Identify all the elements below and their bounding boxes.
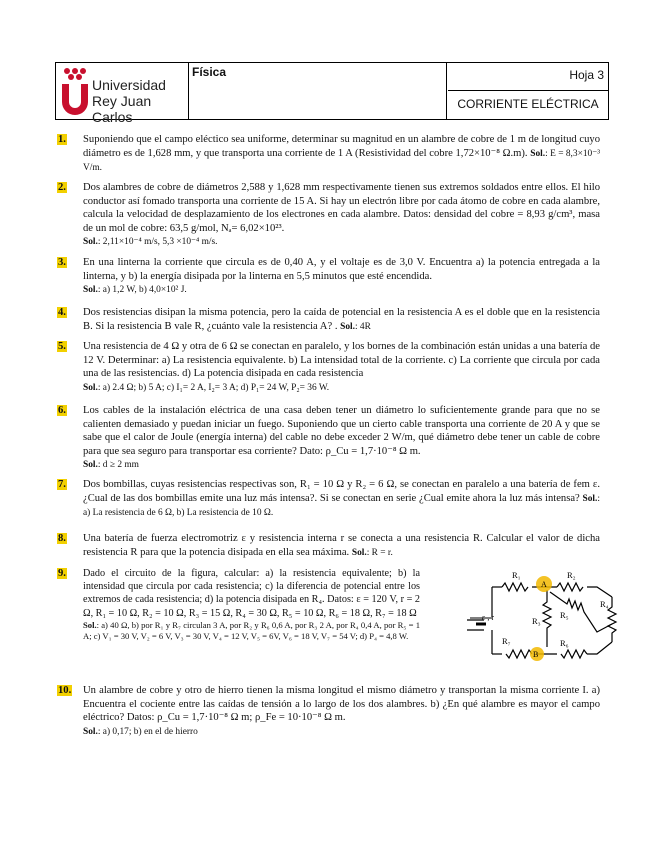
problem-8 xyxy=(60,532,600,562)
subject-title: Física xyxy=(189,63,447,119)
problem-text: Una batería de fuerza electromotriz ε y resistencia interna r se conecta a una resistencia R. Calcular el valor de dicha resistencia R para que la potencia disipada en ella sea máxima. xyxy=(83,533,600,558)
sheet-number: Hoja 3 xyxy=(448,63,608,91)
problem-number: 9. xyxy=(58,568,66,579)
label-r2: R₂ xyxy=(567,570,576,580)
solution-text: : d ≥ 2 mm xyxy=(97,460,139,470)
problem-10 xyxy=(60,684,600,744)
solution-label: Sol. xyxy=(83,382,98,393)
solution-label: Sol. xyxy=(582,493,598,504)
resistor-r3 xyxy=(543,590,551,647)
problem-number: 4. xyxy=(58,307,66,318)
problem-number: 3. xyxy=(58,257,66,268)
solution-text: : E = 8,3×10⁻³ V/m. xyxy=(83,148,601,173)
topic-title: CORRIENTE ELÉCTRICA xyxy=(457,97,599,111)
solution-text: : a) 2.4 Ω; b) 5 A; c) I₁= 2 A, I₂= 3 A; d) P₁= 24 W, P₂= 36 W. xyxy=(97,382,330,393)
problem-2 xyxy=(60,181,600,251)
problem-number: 5. xyxy=(58,341,66,352)
label-r6: R₆ xyxy=(560,638,569,648)
problem-number: 1. xyxy=(58,134,66,145)
label-node-a: A xyxy=(541,580,547,589)
circuit-diagram xyxy=(462,562,627,667)
document-header xyxy=(55,62,609,125)
resistor-r6 xyxy=(561,650,587,658)
problem-4 xyxy=(60,306,600,336)
problem-number: 10. xyxy=(58,685,72,696)
label-r5: R₅ xyxy=(560,610,569,620)
solution-label: Sol. xyxy=(83,726,98,737)
university-logo xyxy=(56,63,189,125)
solution-label: Sol. xyxy=(340,321,355,332)
problem-number: 7. xyxy=(58,479,66,490)
problem-1 xyxy=(60,133,600,177)
solution-label: Sol. xyxy=(83,237,98,247)
problem-text: Suponiendo que el campo eléctico sea uniforme, determinar su magnitud en un alambre de cobre de 1 m de longitud cuyo diámetro es de 1,628 mm, y que transporta una corriente de 1 A (Resistividad del cobre 1,72×10⁻⁸ Ω.m). xyxy=(83,134,600,159)
problem-text: En una linterna la corriente que circula es de 0,40 A, y el voltaje es de 3,0 V. Encuentra a) la potencia entregada a la linterna, y b) la energía disipada por la linterna en 5,5 minutos que esté encendida. xyxy=(83,257,600,282)
problem-5 xyxy=(60,340,600,400)
label-r3: R₃ xyxy=(532,616,541,626)
problem-7 xyxy=(60,478,600,526)
solution-label: Sol. xyxy=(530,148,546,159)
university-name: Universidad Rey Juan Carlos xyxy=(92,77,166,125)
problem-6 xyxy=(60,404,600,474)
solution-text: : a) 40 Ω, b) por R₁ y R₇ circulan 3 A, por R₂ y R₆ 0,6 A, por R₃ 2 A, por R₄ 0,4 A, por R₅ = 1 A; c) V₁ = 30 V, V₂ = 6 V, V₃ = 30 V, V₄ = 12 V, V₅ = 6V, V₆ = 18 V, V₇ = 54 V; d) P₄ = 4,8 W. xyxy=(83,619,420,641)
label-emf: ε , r xyxy=(482,613,495,622)
solution-text: : 2,11×10⁻⁴ m/s, 5,3 ×10⁻⁴ m/s. xyxy=(97,237,218,247)
problem-9 xyxy=(60,567,420,679)
problem-text: Un alambre de cobre y otro de hierro tienen la misma longitud el mismo diámetro y transportan la misma corriente I. a) Encuentra el cociente entre las caídas de tensión a lo largo de los dos alambres. b) ¿En qué alambre es mayor el campo eléctrico? Datos: ρ_Cu = 1,7·10⁻⁸ Ω m; ρ_Fe = 10·10⁻⁸ Ω m. xyxy=(83,685,600,723)
problem-text: Los cables de la instalación eléctrica de una casa deben tener un diámetro lo suficientemente grande para que no se calienten demasiado y puedan iniciar un fuego. Suponiendo que un cierto cable transporta una corriente de 20 A y que se sabe que el calor de Joule (energía interna) del cable no debe exceder 2 W/m, qué diámetro debe tener un cable de cobre para que sea seguro para transportar esa corriente? Dato: ρ_Cu = 1,7·10⁻⁸ Ω m. xyxy=(83,405,600,457)
problem-3 xyxy=(60,256,600,300)
label-r7: R₇ xyxy=(502,636,511,646)
solution-label: Sol. xyxy=(83,285,98,295)
label-node-b: B xyxy=(533,650,539,659)
problem-text: Una resistencia de 4 Ω y otra de 6 Ω se conectan en paralelo, y los bornes de la combinación están unidas a una batería de 12 V. Determinar: a) La resistencia equivalente. b) La intensidad total de la corriente. c) La corriente que circula por cada una de las resistencias. d) La potencia disipada en cada resistencia xyxy=(83,341,600,379)
solution-label: Sol. xyxy=(351,547,367,558)
problem-number: 2. xyxy=(58,182,66,193)
resistor-r4 xyxy=(608,597,616,642)
solution-text: : R = r. xyxy=(366,547,393,558)
problem-text: Dos alambres de cobre de diámetros 2,588 y 1,628 mm respectivamente tienen sus extremos soldados entre ellos. El hilo conductor así fomado transporta una corriente de 15 A. Si hay un electrón libre por cada átomo de cobre en cada alambre, calcula la velocidad de desplazamiento de los electrones en cada alambre. Datos: densidad del cobre = 8,93 g/cm³, masa de un mol de cobre: 63,5 g/mol, Nₐ= 6,02×10²³. xyxy=(83,182,600,234)
label-r1: R₁ xyxy=(512,570,521,580)
problem-text: Dado el circuito de la figura, calcular: a) la resistencia equivalente; b) la intensidad que circula por cada resistencia; c) la diferencia de potencial entre los extremos de cada resistencia; d) la potencia disipada en R₄. Datos: ε = 120 V, r = 2 Ω, R₁ = 10 Ω, R₂ = 10 Ω, R₃ = 15 Ω, R₄ = 30 Ω, R₅ = 10 Ω, R₆ = 18 Ω, R₇ = 18 Ω xyxy=(83,568,420,619)
solution-text: : a) La resistencia de 6 Ω, b) La resistencia de 10 Ω. xyxy=(83,493,600,518)
label-r4: R₄ xyxy=(600,599,609,609)
solution-text: : a) 1,2 W, b) 4,0×10² J. xyxy=(97,285,187,295)
resistor-r1 xyxy=(502,583,528,591)
problem-number: 8. xyxy=(58,533,66,544)
problem-text: Dos resistencias disipan la misma potencia, pero la caída de potencial en la resistencia A es el doble que en la resistencia B. Si la resistencia B vale R, ¿cuánto vale la resistencia A? . xyxy=(83,307,600,332)
problem-number: 6. xyxy=(58,405,66,416)
problem-text: Dos bombillas, cuyas resistencias respectivas son, R₁ = 10 Ω y R₂ = 6 Ω, se conectan en paralelo a una batería de fem ε. ¿Cual de las dos bombillas emite una luz más intensa?. Si se conectan en serie ¿Cual emite ahora la luz más intensa? xyxy=(83,479,600,504)
solution-text: : 4R xyxy=(354,321,371,332)
solution-label: Sol. xyxy=(83,619,97,630)
resistor-r7 xyxy=(506,650,532,658)
resistor-r2 xyxy=(557,583,583,591)
urjc-logo-icon xyxy=(58,66,92,116)
solution-text: : a) 0,17; b) en el de hierro xyxy=(97,726,198,737)
solution-label: Sol. xyxy=(83,460,98,470)
